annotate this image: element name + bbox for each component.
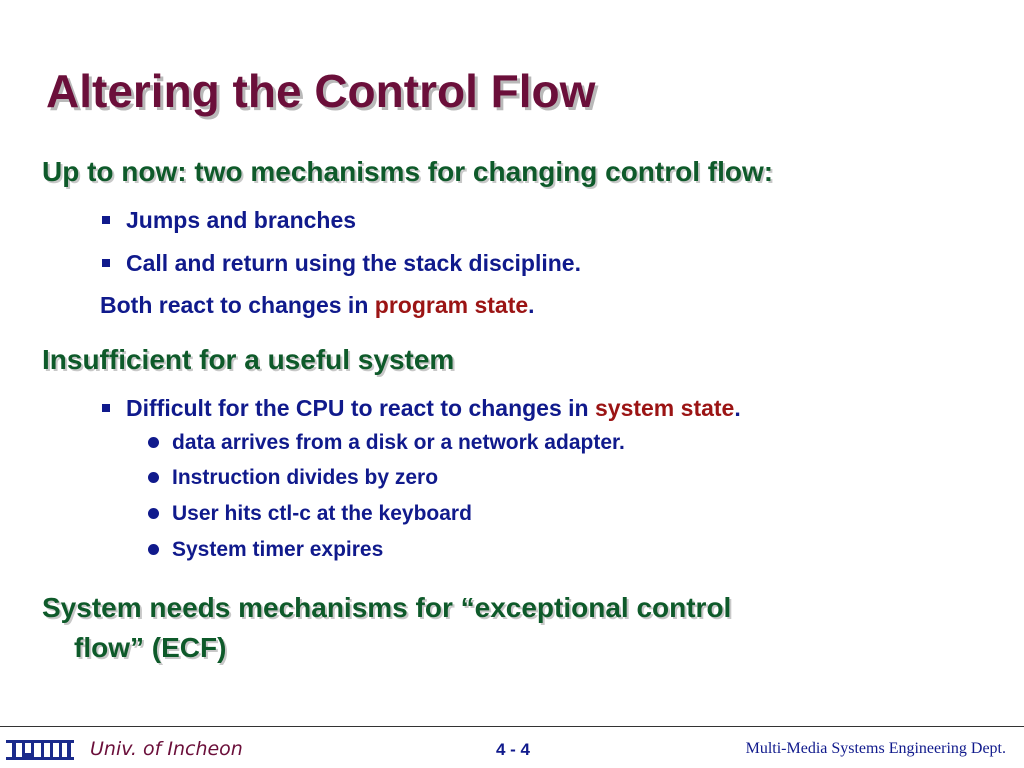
note-prefix: Both react to changes in: [100, 292, 375, 318]
system-state-highlight: system state: [594, 395, 735, 421]
bullet-prefix: Difficult for the CPU to react to changes in: [126, 395, 595, 421]
section-heading-insufficient: Insufficient for a useful system: [42, 344, 455, 375]
round-bullet-icon: [148, 472, 159, 483]
slide-title: Altering the Control Flow: [46, 65, 596, 117]
note-program-state: [100, 292, 535, 319]
bullet-text: Jumps and branches: [126, 207, 357, 233]
university-logo: [4, 737, 76, 766]
section-heading-mechanisms: Up to now: two mechanisms for changing control flow:: [42, 156, 774, 187]
bullet-suffix: .: [734, 395, 741, 421]
bullet-text: Call and return using the stack discipline.: [126, 250, 581, 276]
round-bullet-icon: [148, 508, 159, 519]
square-bullet-icon: [102, 216, 110, 224]
sub-bullet-text: User hits ctl-c at the keyboard: [172, 502, 472, 525]
page-number: 4 - 4: [496, 740, 531, 759]
tuit-logo-icon: [4, 737, 76, 761]
university-name: Univ. of Incheon: [90, 738, 243, 760]
footer-divider: [0, 726, 1024, 727]
bullet-text: [126, 395, 741, 422]
square-bullet-icon: [102, 404, 110, 412]
square-bullet-icon: [102, 259, 110, 267]
sub-bullet-text: System timer expires: [172, 538, 384, 561]
note-suffix: .: [528, 292, 535, 318]
program-state-highlight: program state: [374, 292, 529, 318]
sub-bullet-text: data arrives from a disk or a network adapter.: [172, 431, 625, 454]
department-name: Multi-Media Systems Engineering Dept.: [745, 740, 1006, 757]
round-bullet-icon: [148, 437, 159, 448]
round-bullet-icon: [148, 544, 159, 555]
sub-bullet-text: Instruction divides by zero: [172, 466, 439, 489]
section-heading-ecf-line1: System needs mechanisms for “exceptional control: [42, 592, 732, 623]
section-heading-ecf-line2: flow” (ECF): [74, 632, 227, 663]
